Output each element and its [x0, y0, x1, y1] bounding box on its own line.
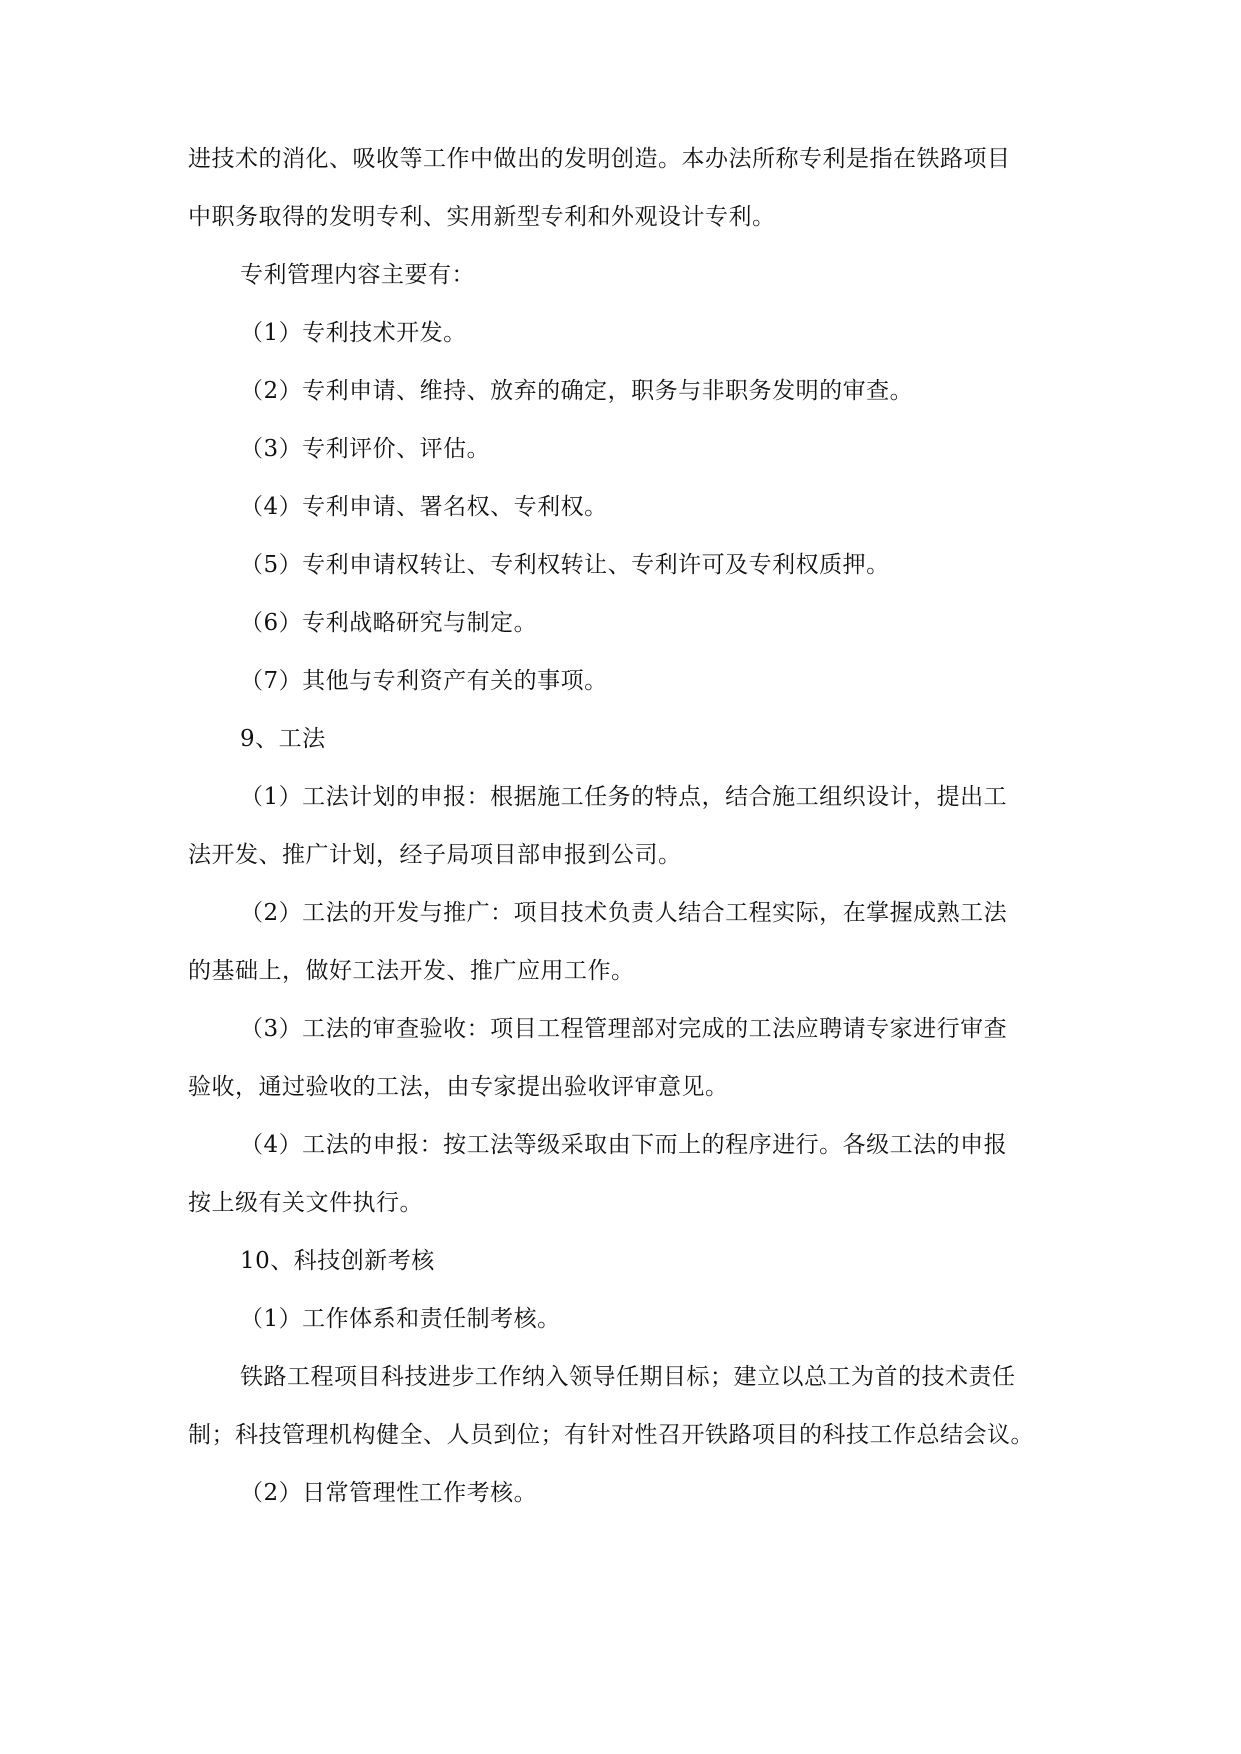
- method-item-1-line-2: 法开发、推广计划，经子局项目部申报到公司。: [188, 842, 682, 868]
- section-10-heading: 10、科技创新考核: [240, 1248, 435, 1274]
- assessment-item-1: （1）工作体系和责任制考核。: [240, 1306, 561, 1332]
- patent-item-7: （7）其他与专利资产有关的事项。: [240, 668, 608, 694]
- assessment-item-2: （2）日常管理性工作考核。: [240, 1480, 538, 1506]
- method-item-4-line-1: （4）工法的申报：按工法等级采取由下而上的程序进行。各级工法的申报: [240, 1132, 1008, 1158]
- patent-item-6: （6）专利战略研究与制定。: [240, 610, 538, 636]
- method-item-3-line-2: 验收，通过验收的工法，由专家提出验收评审意见。: [188, 1074, 729, 1100]
- paragraph-intro-line-2: 中职务取得的发明专利、实用新型专利和外观设计专利。: [188, 204, 776, 230]
- assessment-body-line-2: 制；科技管理机构健全、人员到位；有针对性召开铁路项目的科技工作总结会议。: [188, 1422, 1034, 1448]
- method-item-2-line-1: （2）工法的开发与推广：项目技术负责人结合工程实际，在掌握成熟工法: [240, 900, 1008, 926]
- method-item-1-line-1: （1）工法计划的申报：根据施工任务的特点，结合施工组织设计，提出工: [240, 784, 1008, 810]
- patent-item-2: （2）专利申请、维持、放弃的确定，职务与非职务发明的审查。: [240, 378, 914, 404]
- patent-item-5: （5）专利申请权转让、专利权转让、专利许可及专利权质押。: [240, 552, 890, 578]
- patent-content-heading: 专利管理内容主要有：: [240, 262, 475, 288]
- method-item-2-line-2: 的基础上，做好工法开发、推广应用工作。: [188, 958, 635, 984]
- patent-item-1: （1）专利技术开发。: [240, 320, 467, 346]
- section-9-heading: 9、工法: [240, 726, 326, 752]
- patent-item-4: （4）专利申请、署名权、专利权。: [240, 494, 608, 520]
- method-item-4-line-2: 按上级有关文件执行。: [188, 1190, 423, 1216]
- assessment-body-line-1: 铁路工程项目科技进步工作纳入领导任期目标；建立以总工为首的技术责任: [240, 1364, 1016, 1390]
- method-item-3-line-1: （3）工法的审查验收：项目工程管理部对完成的工法应聘请专家进行审查: [240, 1016, 1008, 1042]
- paragraph-intro-line-1: 进技术的消化、吸收等工作中做出的发明创造。本办法所称专利是指在铁路项目: [188, 146, 1011, 172]
- patent-item-3: （3）专利评价、评估。: [240, 436, 491, 462]
